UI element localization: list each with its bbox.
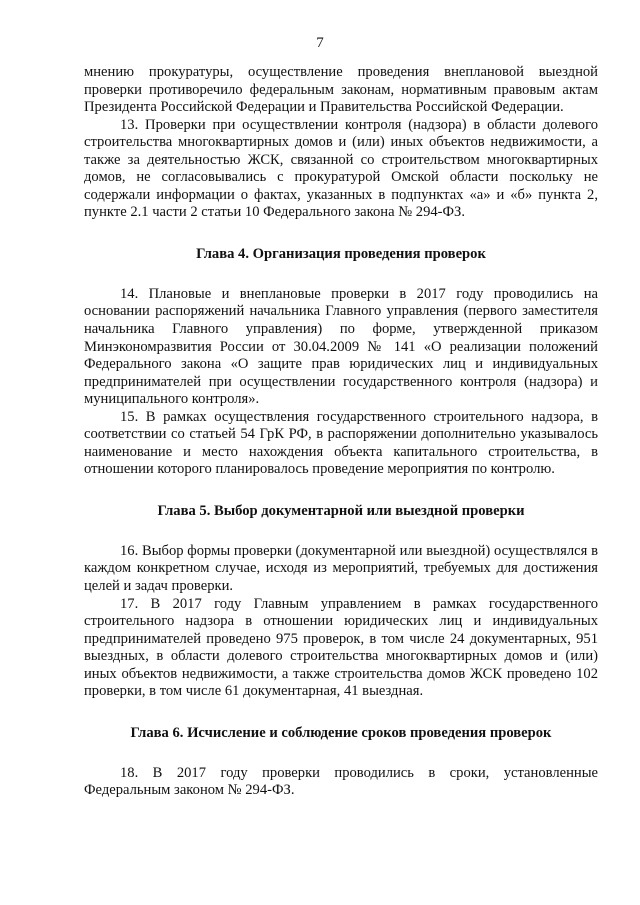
paragraph-continuation: мнению прокуратуры, осуществление проведения внеплановой выездной проверки противоречило федеральным законам, нормативным правовым актам Президента Российской Федерации и Правительства Российской Федерации.	[84, 64, 598, 116]
paragraph-14: 14. Плановые и внеплановые проверки в 2017 году проводились на основании распоряжений начальника Главного управления (первого заместителя начальника Главного управления) по форме, утвержденной приказом Минэкономразвития России от 30.04.2009 № 141 «О реализации положений Федерального закона «О защите прав юридических лиц и индивидуальных предпринимателей при осуществлении государственного контроля (надзора) и муниципального контроля».	[84, 285, 598, 408]
paragraph-16: 16. Выбор формы проверки (документарной или выездной) осуществлялся в каждом конкретном случае, исходя из мероприятий, требуемых для достижения целей и задач проверки.	[84, 542, 598, 595]
page-number: 7	[316, 35, 324, 51]
paragraph-18: 18. В 2017 году проверки проводились в сроки, установленные Федеральным законом № 294-ФЗ.	[84, 764, 598, 799]
paragraph-17: 17. В 2017 году Главным управлением в рамках государственного строительного надзора в отношении юридических лиц и индивидуальных предпринимателей проведено 975 проверок, в том числе 24 документарных, 951 выездных, в области долевого строительства многоквартирных домов и (или) иных объектов недвижимости, а также строительства домов ЖСК проведено 102 проверки, в том числе 61 документарная, 41 выездная.	[84, 595, 598, 700]
chapter-4-heading: Глава 4. Организация проведения проверок	[196, 245, 486, 262]
document-body	[84, 64, 598, 800]
chapter-6-heading: Глава 6. Исчисление и соблюдение сроков проведения проверок	[130, 724, 552, 741]
chapter-5-heading: Глава 5. Выбор документарной или выездной проверки	[157, 502, 525, 519]
paragraph-13: 13. Проверки при осуществлении контроля (надзора) в области долевого строительства многоквартирных домов и (или) иных объектов недвижимости, а также за деятельностью ЖСК, связанной со строительством многоквартирных домов, не согласовывались с прокуратурой Омской области поскольку не содержали информации о фактах, указанных в подпунктах «а» и «б» пункта 2, пункте 2.1 части 2 статьи 10 Федерального закона № 294-ФЗ.	[84, 116, 598, 221]
paragraph-15: 15. В рамках осуществления государственного строительного надзора, в соответствии со статьей 54 ГрК РФ, в распоряжении дополнительно указывалось наименование и место нахождения объекта капитального строительства, в отношении которого планировалось проведение мероприятия по контролю.	[84, 408, 598, 478]
